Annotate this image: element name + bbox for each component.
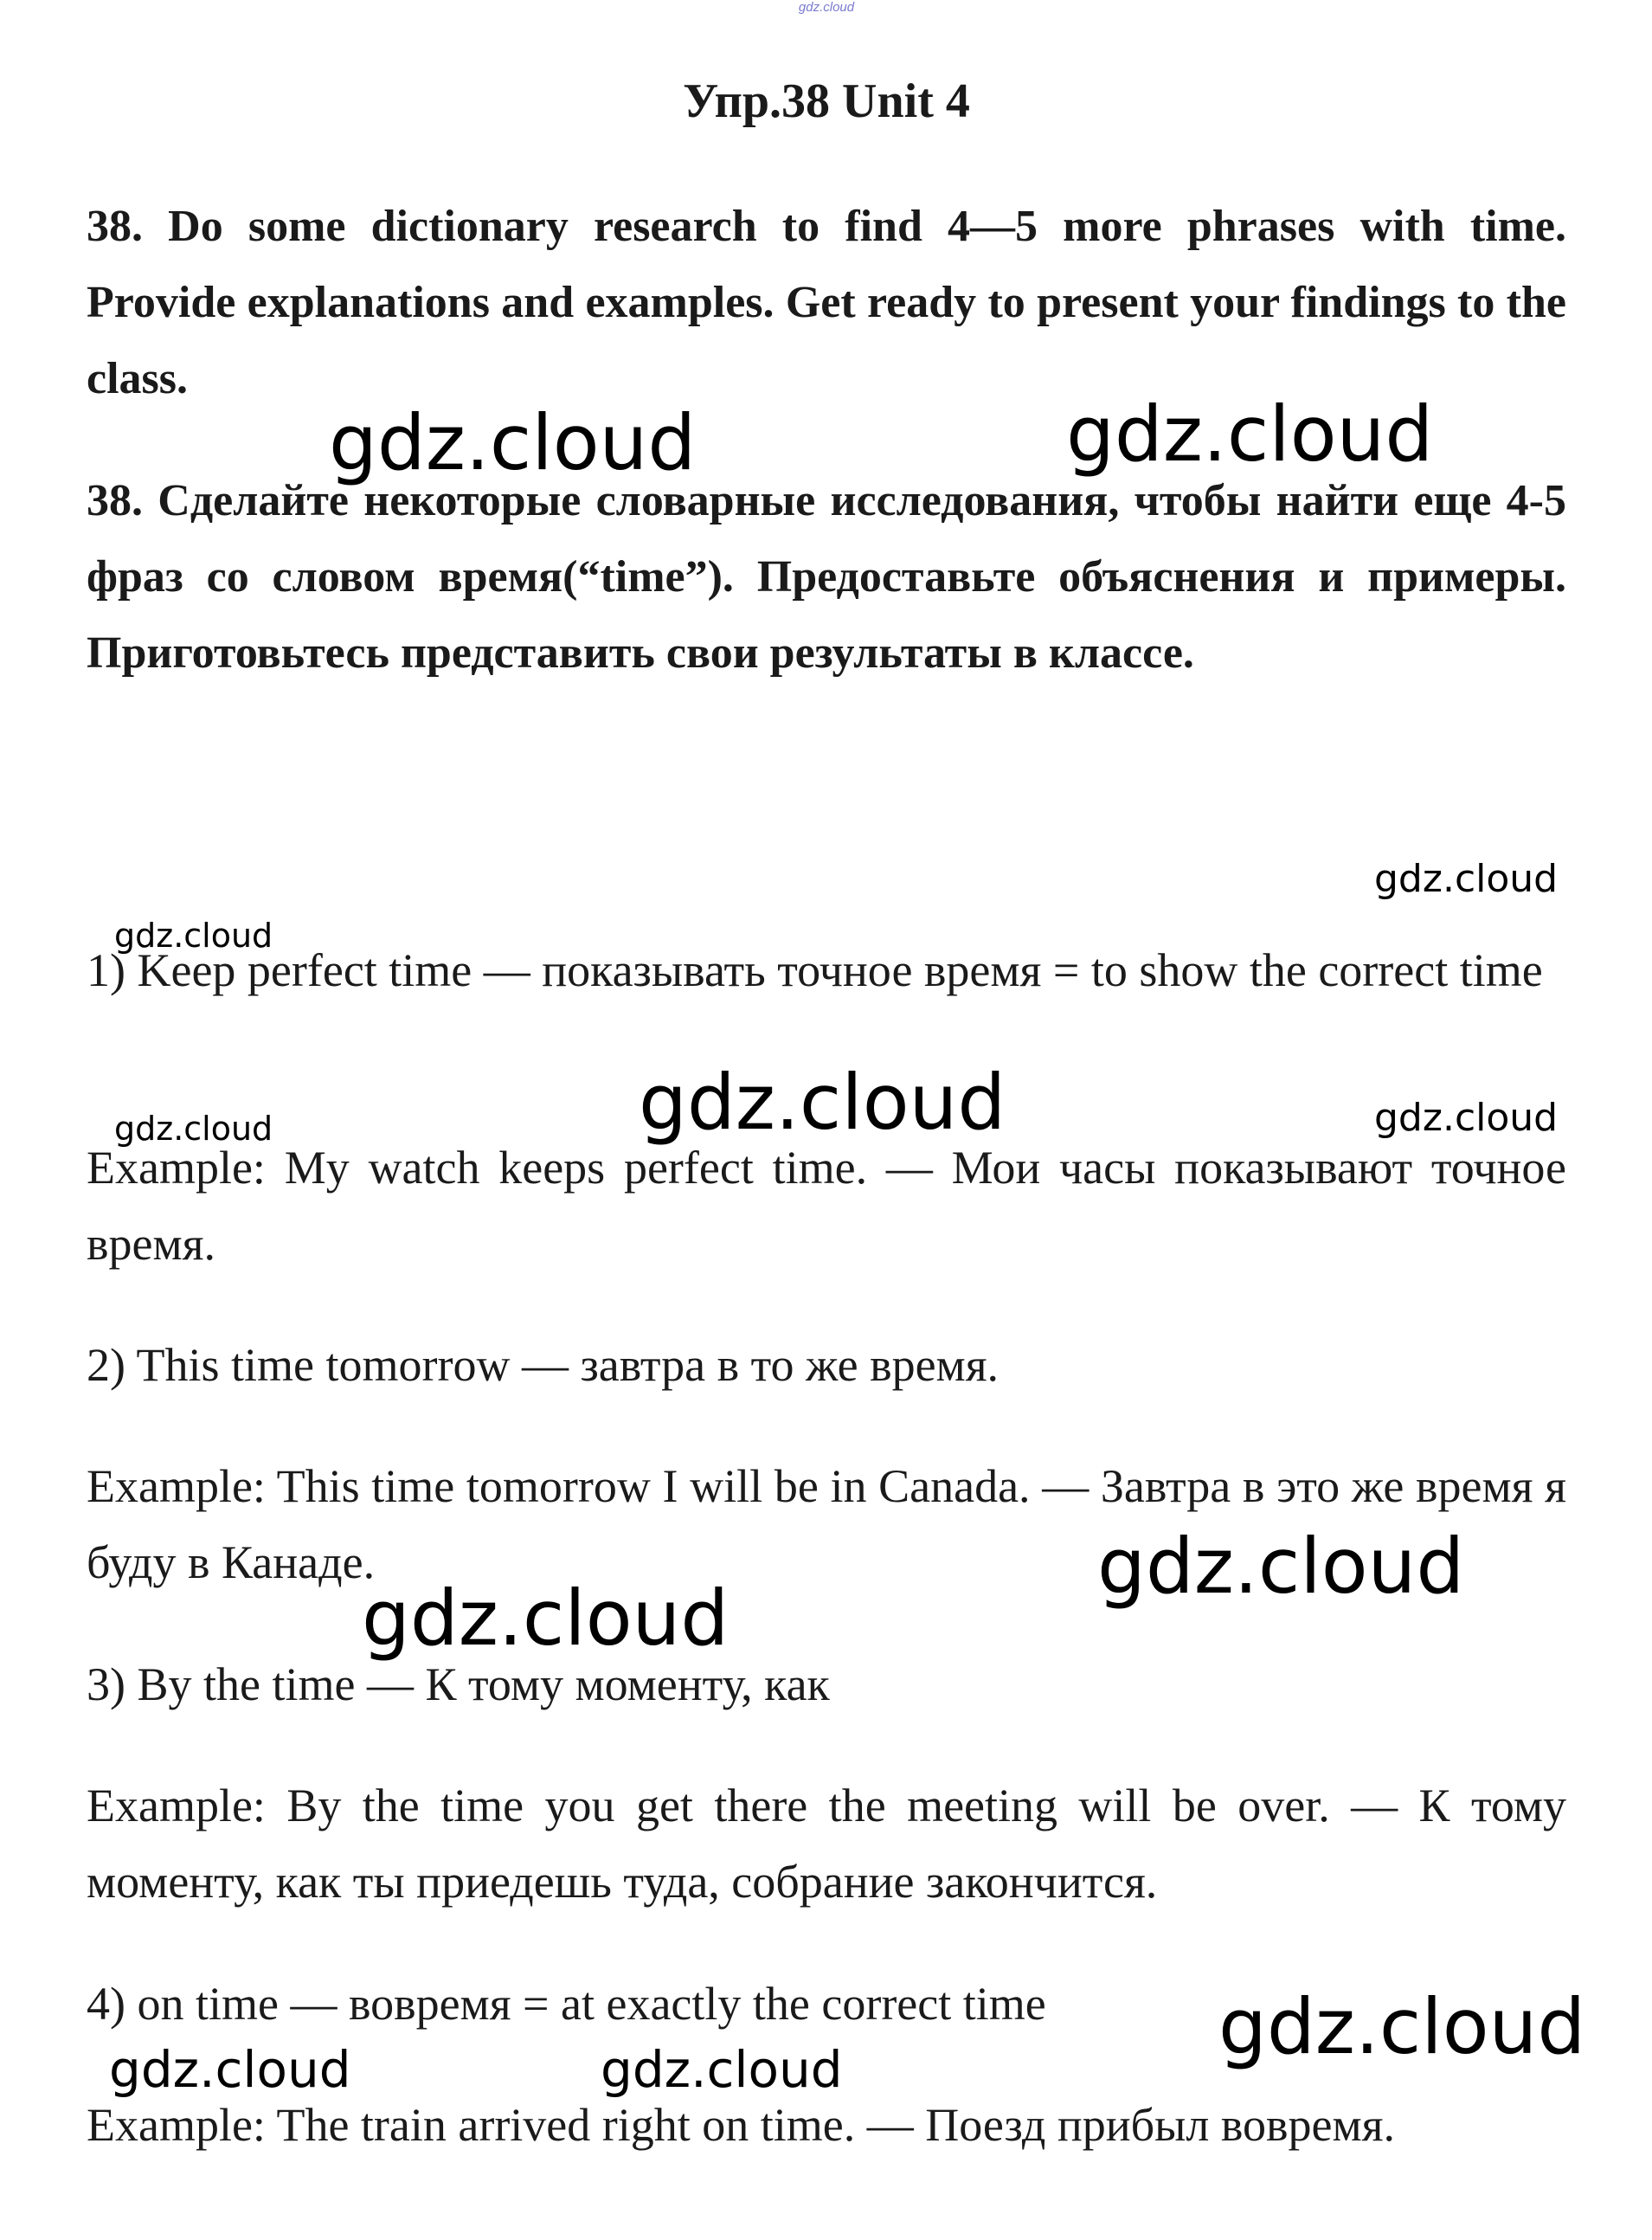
item-4-example: Example: The train arrived right on time. — Поезд прибыл вовремя.: [87, 2099, 1395, 2151]
task-english: 38. Do some dictionary research to find 4—5 more phrases with time. Provide explanations and examples. Get ready to present your findings to the class.: [87, 202, 1566, 403]
item-2-phrase: 2) This time tomorrow — завтра в то же время.: [87, 1339, 1000, 1391]
item-4-phrase: 4) on time — вовремя = at exactly the correct time: [87, 1978, 1046, 2030]
item-2-example: Example: This time tomorrow I will be in Canada. — Завтра в это же время я буду в Канаде.: [87, 1460, 1566, 1588]
watermark: gdz.cloud: [1374, 857, 1559, 901]
watermark: gdz.cloud: [1374, 1096, 1559, 1140]
item-1-example: Example: My watch keeps perfect time. — Мои часы показывают точное время.: [87, 1142, 1566, 1270]
watermark: gdz.cloud: [114, 1110, 273, 1148]
watermark: gdz.cloud: [1218, 1982, 1586, 2071]
watermark: gdz.cloud: [1097, 1522, 1465, 1611]
watermark: gdz.cloud: [639, 1058, 1006, 1147]
watermark: gdz.cloud: [329, 398, 697, 487]
watermark: gdz.cloud: [362, 1574, 730, 1663]
watermark: gdz.cloud: [114, 917, 273, 955]
item-1-phrase: 1) Keep perfect time — показывать точное время = to show the correct time: [87, 944, 1543, 996]
task-russian: 38. Сделайте некоторые словарные исследования, чтобы найти еще 4-5 фраз со словом время(“time”). Предоставьте объяснения и примеры. Приготовьтесь представить свои результаты в классе.: [87, 476, 1566, 678]
item-3-phrase: 3) By the time — К тому моменту, как: [87, 1658, 830, 1710]
top-watermark: gdz.cloud: [798, 0, 855, 15]
watermark: gdz.cloud: [109, 2040, 351, 2099]
item-3-example: Example: By the time you get there the meeting will be over. — К тому моменту, как ты приедешь туда, собрание закончится.: [87, 1780, 1566, 1908]
watermark: gdz.cloud: [1066, 389, 1434, 479]
page-title: Упр.38 Unit 4: [683, 74, 970, 128]
watermark: gdz.cloud: [601, 2040, 843, 2099]
